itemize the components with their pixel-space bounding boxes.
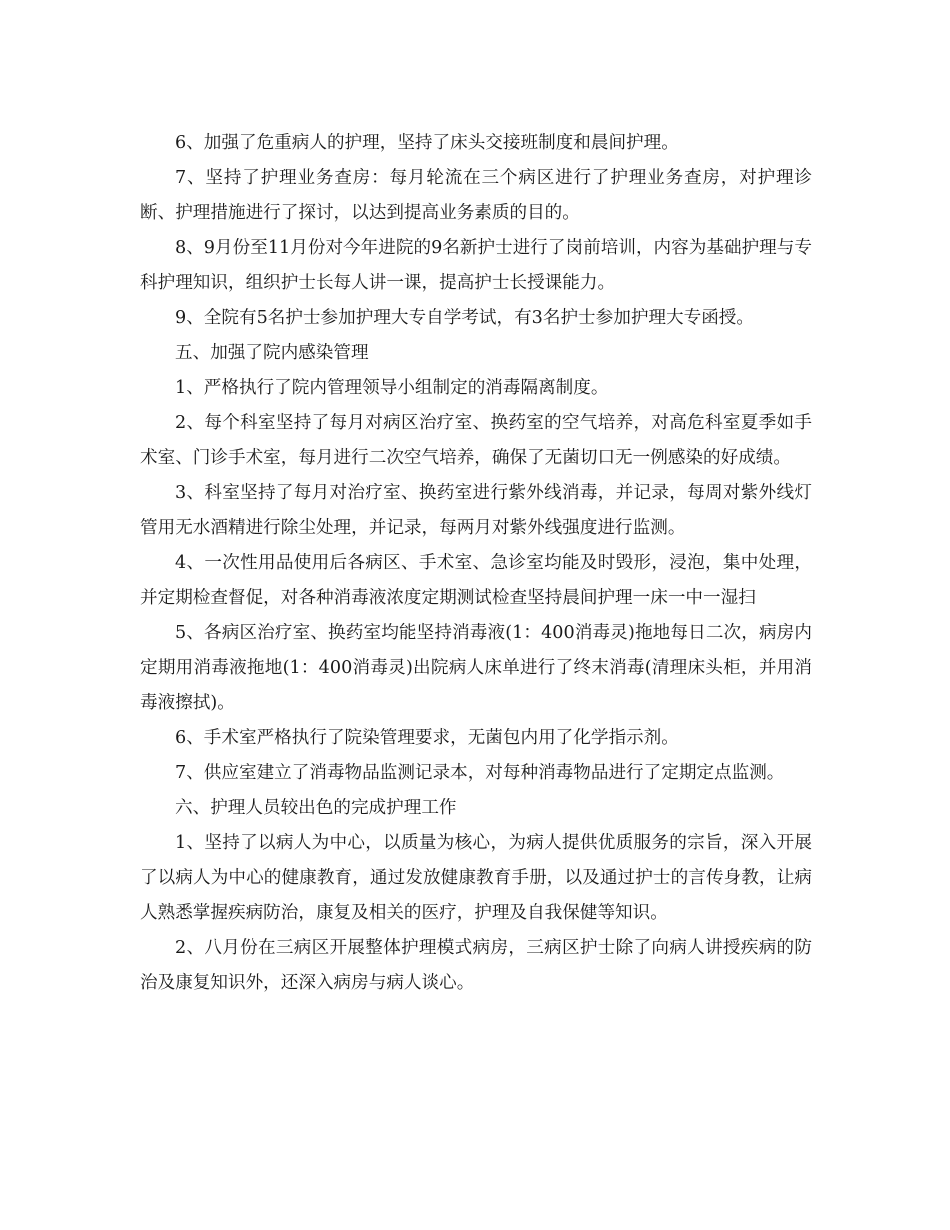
paragraph-item-1-patient-centered: 1、坚持了以病人为中心，以质量为核心，为病人提供优质服务的宗旨，深入开展了以病人为中心的健康教育，通过发放健康教育手册，以及通过护士的言传身教，让病人熟悉掌握疾病防治，康复及相关的医疗，护理及自我保健等知识。 — [140, 833, 812, 923]
section-heading-infection-control: 五、加强了院内感染管理 — [175, 343, 369, 363]
document-body — [140, 126, 812, 1001]
section-heading-nursing-work: 六、护理人员较出色的完成护理工作 — [175, 798, 457, 818]
paragraph-item-7-supply-room: 7、供应室建立了消毒物品监测记录本，对每种消毒物品进行了定期定点监测。 — [175, 763, 785, 783]
paragraph-item-2-air-culture: 2、每个科室坚持了每月对病区治疗室、换药室的空气培养，对高危科室夏季如手术室、门诊手术室，每月进行二次空气培养，确保了无菌切口无一例感染的好成绩。 — [140, 413, 812, 468]
paragraph-item-7-ward-rounds: 7、坚持了护理业务查房：每月轮流在三个病区进行了护理业务查房，对护理诊断、护理措施进行了探讨，以达到提高业务素质的目的。 — [140, 168, 812, 223]
paragraph-item-9-nurse-education: 9、全院有5名护士参加护理大专自学考试，有3名护士参加护理大专函授。 — [175, 308, 754, 328]
paragraph-item-1-disinfection-policy: 1、严格执行了院内管理领导小组制定的消毒隔离制度。 — [175, 378, 609, 398]
paragraph-item-6-operating-room: 6、手术室严格执行了院染管理要求，无菌包内用了化学指示剂。 — [175, 728, 679, 748]
paragraph-item-3-uv-disinfection: 3、科室坚持了每月对治疗室、换药室进行紫外线消毒，并记录，每周对紫外线灯管用无水酒精进行除尘处理，并记录，每两月对紫外线强度进行监测。 — [140, 483, 812, 538]
paragraph-item-5-floor-disinfection: 5、各病区治疗室、换药室均能坚持消毒液(1：400消毒灵)拖地每日二次，病房内定期用消毒液拖地(1：400消毒灵)出院病人床单进行了终末消毒(清理床头柜，并用消毒液擦拭)。 — [140, 623, 812, 713]
paragraph-item-6-critical-care: 6、加强了危重病人的护理，坚持了床头交接班制度和晨间护理。 — [175, 133, 679, 153]
paragraph-item-4-disposables: 4、一次性用品使用后各病区、手术室、急诊室均能及时毁形，浸泡，集中处理，并定期检查督促，对各种消毒液浓度定期测试检查坚持晨间护理一床一中一湿扫 — [140, 553, 812, 608]
paragraph-item-2-holistic-care: 2、八月份在三病区开展整体护理模式病房，三病区护士除了向病人讲授疾病的防治及康复知识外，还深入病房与病人谈心。 — [140, 938, 812, 993]
paragraph-item-8-new-nurse-training: 8、9月份至11月份对今年进院的9名新护士进行了岗前培训，内容为基础护理与专科护理知识，组织护士长每人讲一课，提高护士长授课能力。 — [140, 238, 812, 293]
